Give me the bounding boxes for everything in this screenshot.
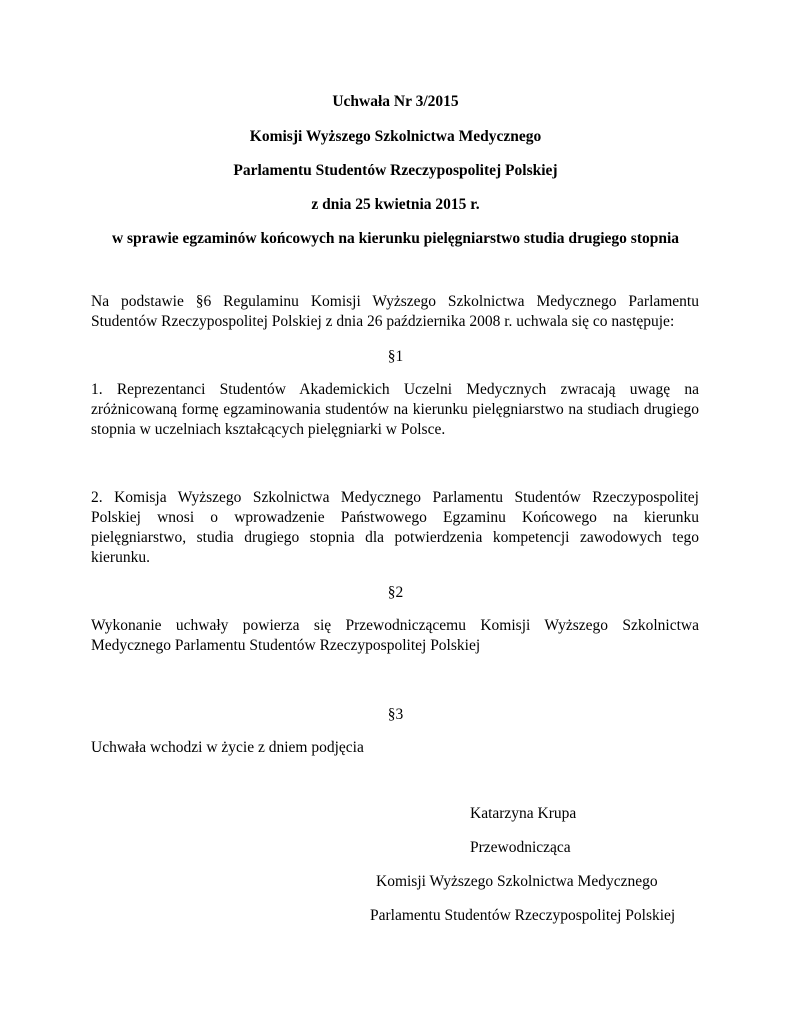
section-3-text: Uchwała wchodzi w życie z dniem podjęcia: [91, 739, 364, 756]
resolution-date: z dnia 25 kwietnia 2015 r.: [311, 196, 480, 213]
section-2-text: Wykonanie uchwały powierza się Przewodniczącemu Komisji Wyższego Szkolnictwa Medycznego Parlamentu Studentów Rzeczypospolitej Polskiej: [91, 617, 699, 654]
resolution-number: Uchwała Nr 3/2015: [332, 93, 459, 110]
signatory-name: Katarzyna Krupa: [470, 805, 577, 822]
section-3-paragraph: [91, 738, 699, 758]
intro-text: Na podstawie §6 Regulaminu Komisji Wyższego Szkolnictwa Medycznego Parlamentu Studentów Rzeczypospolitej Polskiej z dnia 26 października 2008 r. uchwala się co następuje:: [91, 293, 699, 330]
section-1-point-2: [91, 488, 699, 568]
section-3-mark: §3: [387, 706, 404, 723]
parliament-title: Parlamentu Studentów Rzeczypospolitej Polskiej: [233, 162, 558, 179]
section-2-mark: §2: [387, 584, 404, 601]
committee-title: Komisji Wyższego Szkolnictwa Medycznego: [249, 128, 542, 145]
section-1-mark: §1: [387, 348, 404, 365]
intro-paragraph: [91, 292, 699, 332]
resolution-subject: w sprawie egzaminów końcowych na kierunku pielęgniarstwo studia drugiego stopnia: [111, 230, 680, 247]
section-1-point-1: [91, 380, 699, 440]
section-2-paragraph: [91, 616, 699, 656]
signatory-parliament: Parlamentu Studentów Rzeczypospolitej Polskiej: [370, 907, 676, 924]
signatory-committee: Komisji Wyższego Szkolnictwa Medycznego: [376, 873, 658, 890]
section-1-point-1-text: 1. Reprezentanci Studentów Akademickich Uczelni Medycznych zwracają uwagę na zróżnicowaną formę egzaminowania studentów na kierunku pielęgniarstwo na studiach drugiego stopnia w uczelniach kształcących pielęgniarki w Polsce.: [91, 381, 699, 438]
section-1-point-2-text: 2. Komisja Wyższego Szkolnictwa Medycznego Parlamentu Studentów Rzeczypospolitej Polskiej wnosi o wprowadzenie Państwowego Egzaminu Końcowego na kierunku pielęgniarstwo, studia drugiego stopnia dla potwierdzenia kompetencji zawodowych tego kierunku.: [91, 489, 699, 566]
signatory-role: Przewodnicząca: [470, 839, 571, 856]
